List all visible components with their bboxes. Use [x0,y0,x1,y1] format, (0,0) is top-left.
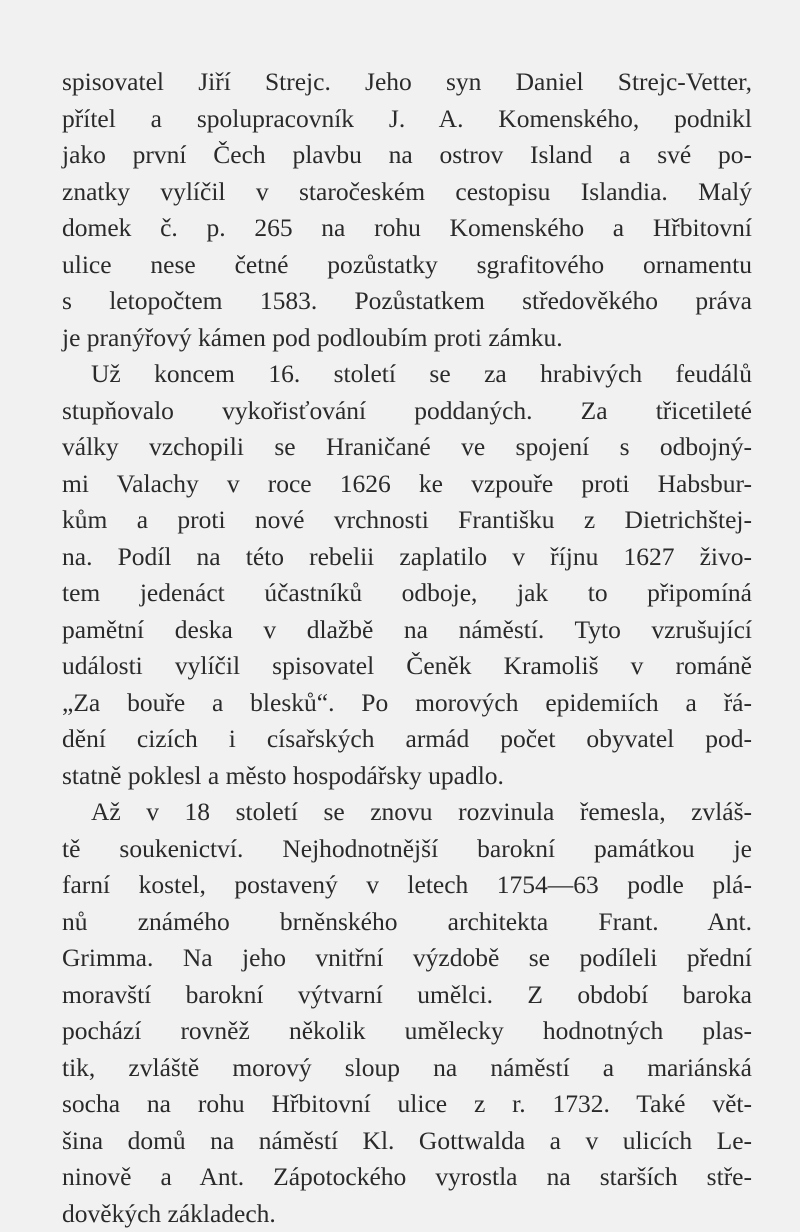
text-line: pamětní deska v dlažbě na náměstí. Tyto vzrušující [62,612,752,649]
text-line: nů známého brněnského architekta Frant. Ant. [62,904,752,941]
text-line: Až v 18 století se znovu rozvinula řemesla, zvláš- [62,794,752,831]
text-line: spisovatel Jiří Strejc. Jeho syn Daniel Strejc-Vetter, [62,64,752,101]
text-line: války vzchopili se Hraničané ve spojení s odbojný- [62,429,752,466]
text-line: „Za bouře a blesků“. Po morových epidemiích a řá- [62,685,752,722]
text-line: moravští barokní výtvarní umělci. Z období baroka [62,977,752,1014]
text-line: jako první Čech plavbu na ostrov Island a své po- [62,137,752,174]
body-text [62,64,752,1232]
text-line: statně poklesl a město hospodářsky upadlo. [62,758,752,795]
text-line: tem jedenáct účastníků odboje, jak to připomíná [62,575,752,612]
text-line: události vylíčil spisovatel Čeněk Kramoliš v románě [62,648,752,685]
text-line: tě soukenictví. Nejhodnotnější barokní památkou je [62,831,752,868]
text-line: ninově a Ant. Zápotockého vyrostla na starších stře- [62,1159,752,1196]
text-line: pochází rovněž několik umělecky hodnotných plas- [62,1013,752,1050]
text-line: přítel a spolupracovník J. A. Komenského, podnikl [62,101,752,138]
text-line: kům a proti nové vrchnosti Františku z Dietrichštej- [62,502,752,539]
text-line: s letopočtem 1583. Pozůstatkem středověkého práva [62,283,752,320]
text-line: dověkých základech. [62,1196,752,1232]
text-line: šina domů na náměstí Kl. Gottwalda a v ulicích Le- [62,1123,752,1160]
text-line: stupňovalo vykořisťování poddaných. Za třicetileté [62,393,752,430]
text-line: je pranýřový kámen pod podloubím proti zámku. [62,320,752,357]
text-line: socha na rohu Hřbitovní ulice z r. 1732. Také vět- [62,1086,752,1123]
text-line: tik, zvláště morový sloup na náměstí a mariánská [62,1050,752,1087]
text-line: na. Podíl na této rebelii zaplatilo v říjnu 1627 živo- [62,539,752,576]
text-line: domek č. p. 265 na rohu Komenského a Hřbitovní [62,210,752,247]
text-line: znatky vylíčil v staročeském cestopisu Islandia. Malý [62,174,752,211]
text-line: dění cizích i císařských armád počet obyvatel pod- [62,721,752,758]
text-line: Grimma. Na jeho vnitřní výzdobě se podíleli přední [62,940,752,977]
text-line: farní kostel, postavený v letech 1754—63 podle plá- [62,867,752,904]
text-line: Už koncem 16. století se za hrabivých feudálů [62,356,752,393]
text-line: mi Valachy v roce 1626 ke vzpouře proti Habsbur- [62,466,752,503]
text-line: ulice nese četné pozůstatky sgrafitového ornamentu [62,247,752,284]
